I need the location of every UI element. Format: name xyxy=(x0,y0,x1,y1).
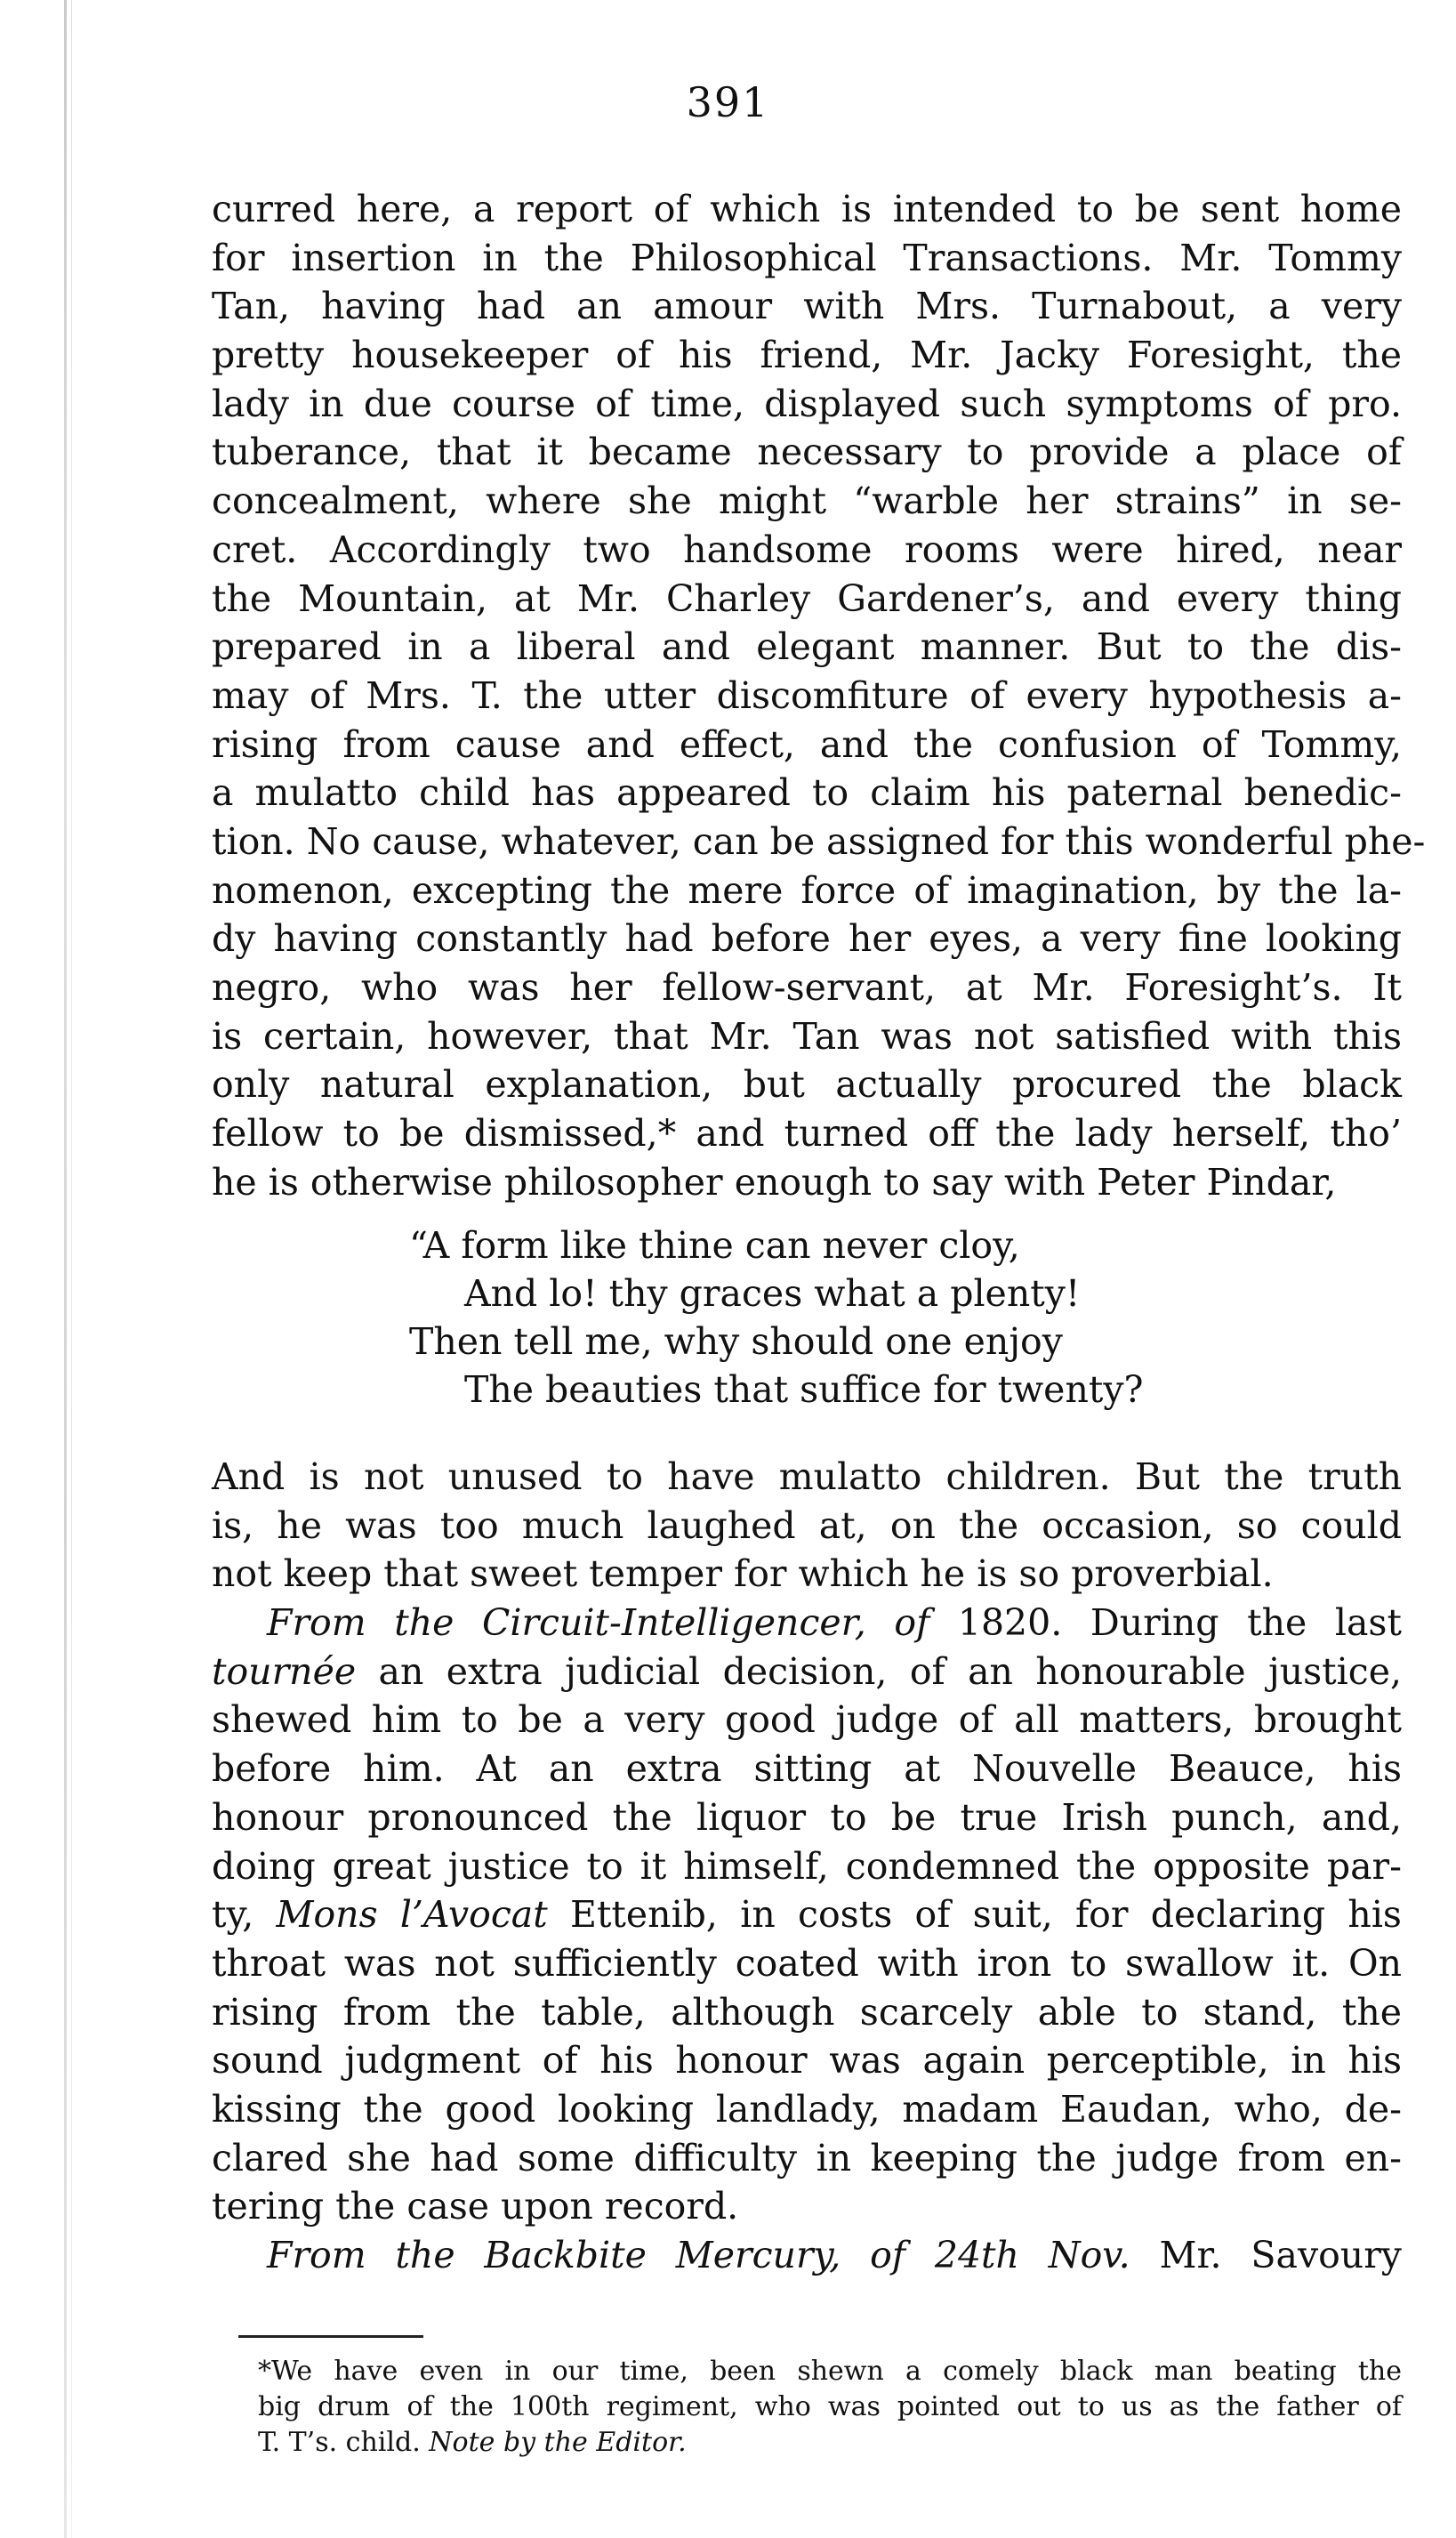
text-line: before him. At an extra sitting at Nouvelle Beauce, his xyxy=(212,1747,1402,1791)
text-line: negro, who was her fellow-servant, at Mr. Foresight’s. It xyxy=(212,966,1402,1009)
scan-binding-edge-shadow xyxy=(71,0,72,2538)
scan-binding-edge xyxy=(64,0,67,2538)
paragraph-continuation xyxy=(212,1453,1402,2280)
source-name: From the Backbite Mercury, xyxy=(267,2234,841,2276)
verse-line: Then tell me, why should one enjoy xyxy=(409,1320,1063,1363)
text-line: he is otherwise philosopher enough to say with Peter Pindar, xyxy=(212,1160,1337,1204)
source-year: 1820. xyxy=(957,1601,1063,1645)
text-fragment: During the last xyxy=(1090,1601,1402,1645)
footnote-line xyxy=(258,2425,1402,2461)
paragraph-tommy-tan xyxy=(212,185,1426,1206)
text-fragment: an extra judicial decision, of an honourable justice, xyxy=(378,1649,1402,1693)
text-line xyxy=(212,2231,1402,2280)
text-line: the Mountain, at Mr. Charley Gardener’s, and every thing xyxy=(212,576,1402,620)
italic-word: tournée xyxy=(212,1649,357,1693)
footnote-line: big drum of the 100th regiment, who was pointed out to us as the father of xyxy=(258,2391,1402,2422)
text-line xyxy=(212,1648,1402,1696)
text-line: sound judgment of his honour was again perceptible, in his xyxy=(212,2039,1402,2083)
footnote-line: *We have even in our time, been shewn a comely black man beating the xyxy=(258,2356,1402,2387)
page-number: 391 xyxy=(686,78,770,126)
text-line xyxy=(212,1890,1402,1939)
footnote xyxy=(258,2354,1402,2461)
verse-line: The beauties that suffice for twenty? xyxy=(464,1368,1144,1411)
text-fragment: ty, xyxy=(212,1893,254,1937)
italic-title: Mons l’Avocat xyxy=(276,1893,548,1937)
text-line: cret. Accordingly two handsome rooms were hired, near xyxy=(212,528,1402,571)
text-line xyxy=(212,1599,1402,1648)
source-date: 24th Nov. xyxy=(934,2234,1130,2276)
text-line: clared she had some difficulty in keeping the judge from en- xyxy=(212,2136,1402,2179)
text-line: fellow to be dismissed,* and turned off the lady herself, tho’ xyxy=(212,1112,1402,1156)
footnote-divider xyxy=(238,2335,423,2338)
text-line: is certain, however, that Mr. Tan was not satisfied with this xyxy=(212,1014,1402,1058)
text-line: prepared in a liberal and elegant manner. But to the dis- xyxy=(212,625,1402,669)
text-line: rising from cause and effect, and the confusion of Tommy, xyxy=(212,722,1402,766)
text-line: not keep that sweet temper for which he is so proverbial. xyxy=(212,1552,1274,1596)
editor-note: Note by the Editor. xyxy=(429,2427,687,2458)
text-line: kissing the good looking landlady, madam Eaudan, who, de- xyxy=(212,2087,1402,2131)
verse-line: “A form like thine can never cloy, xyxy=(409,1224,1020,1267)
text-fragment: Mr. Savoury xyxy=(1159,2234,1402,2276)
text-line: Tan, having had an amour with Mrs. Turnabout, a very xyxy=(212,285,1402,328)
text-line: is, he was too much laughed at, on the occasion, so could xyxy=(212,1503,1402,1547)
text-fragment: T. T’s. child. xyxy=(258,2427,421,2458)
text-line: And is not unused to have mulatto children. But the truth xyxy=(212,1455,1402,1498)
text-line: nomenon, excepting the mere force of imagination, by the la- xyxy=(212,868,1402,912)
text-line: a mulatto child has appeared to claim his paternal benedic- xyxy=(212,771,1402,815)
source-of: of xyxy=(894,1601,930,1645)
text-line: tering the case upon record. xyxy=(212,2185,739,2228)
source-name: From the Circuit-Intelligencer, xyxy=(267,1601,866,1645)
source-of: of xyxy=(870,2234,906,2276)
text-line: dy having constantly had before her eyes, a very fine looking xyxy=(212,917,1402,961)
text-line: concealment, where she might “warble her strains” in se- xyxy=(212,479,1402,523)
text-line: may of Mrs. T. the utter discomfiture of every hypothesis a- xyxy=(212,673,1402,717)
text-line: tion. No cause, whatever, can be assigned for this wonderful phe- xyxy=(212,819,1426,863)
text-line: throat was not sufficiently coated with iron to swallow it. On xyxy=(212,1941,1402,1985)
text-line: tuberance, that it became necessary to provide a place of xyxy=(212,431,1402,474)
verse-quotation xyxy=(409,1221,1210,1414)
text-line: shewed him to be a very good judge of all matters, brought xyxy=(212,1698,1402,1742)
text-line: curred here, a report of which is intended to be sent home xyxy=(212,188,1402,230)
text-line: pretty housekeeper of his friend, Mr. Jacky Foresight, the xyxy=(212,334,1402,377)
text-line: only natural explanation, but actually procured the black xyxy=(212,1063,1402,1107)
text-line: doing great justice to it himself, condemned the opposite par- xyxy=(212,1844,1402,1888)
text-line: honour pronounced the liquor to be true Irish punch, and, xyxy=(212,1795,1402,1839)
verse-line: And lo! thy graces what a plenty! xyxy=(464,1272,1081,1315)
text-line: lady in due course of time, displayed such symptoms of pro. xyxy=(212,382,1402,425)
text-line: for insertion in the Philosophical Transactions. Mr. Tommy xyxy=(212,236,1402,279)
text-fragment: Ettenib, in costs of suit, for declaring his xyxy=(570,1893,1402,1937)
text-line: rising from the table, although scarcely able to stand, the xyxy=(212,1990,1402,2034)
